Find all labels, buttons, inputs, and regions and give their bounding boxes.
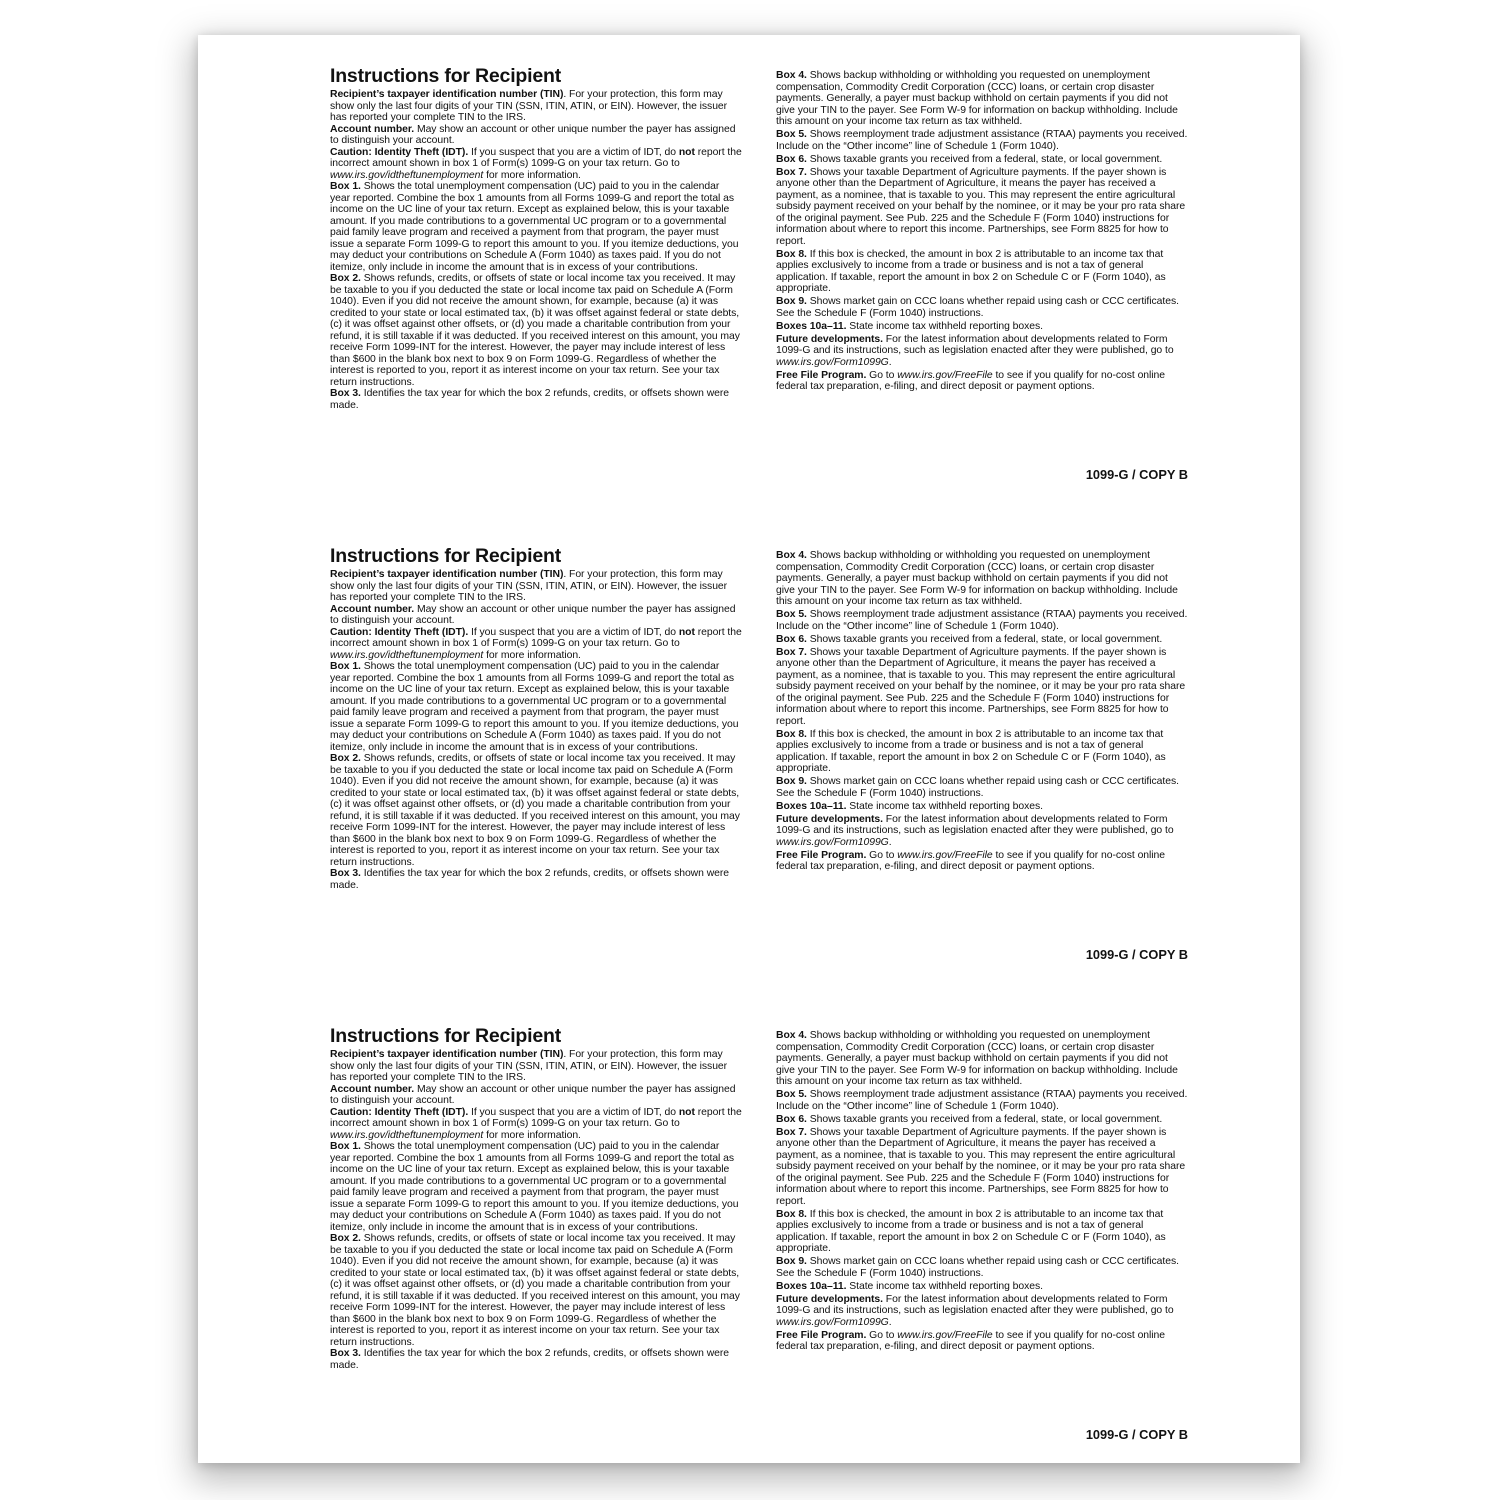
- instruction-paragraph: [776, 70, 1188, 128]
- paragraph-text: For the latest information about developments related to Form 1099-G and its instructions, such as legislation enacted after they were published, go to: [776, 333, 1174, 356]
- url-text: www.irs.gov/idtheftunemployment: [330, 169, 484, 181]
- paragraph-lead-in: Box 6.: [776, 633, 807, 645]
- paragraph-lead-in: Box 5.: [776, 1089, 807, 1100]
- instruction-paragraph: [330, 753, 742, 868]
- paragraph-lead-in: Recipient’s taxpayer identification number (TIN): [330, 569, 564, 580]
- paragraph-lead-in: Box 3.: [330, 388, 361, 399]
- paragraph-lead-in: Free File Program.: [776, 1329, 867, 1341]
- paragraph-lead-in: Recipient’s taxpayer identification number (TIN): [330, 1049, 564, 1060]
- paragraph-lead-in: Box 9.: [776, 1256, 807, 1267]
- paragraph-text: If you suspect that you are a victim of IDT, do: [468, 1106, 679, 1118]
- instruction-paragraph: [330, 388, 742, 411]
- paragraph-text: Identifies the tax year for which the box 2 refunds, credits, or offsets shown were made.: [330, 388, 730, 411]
- paragraph-lead-in: Future developments.: [776, 333, 883, 345]
- paragraph-text: May show an account or other unique number the payer has assigned to distinguish your account.: [330, 123, 736, 146]
- paragraph-text: Shows the total unemployment compensation (UC) paid to you in the calendar year reported. Combine the box 1 amounts from all Forms 1099-G and report the total as income on the UC line of your tax return. Except as explained below, this is your taxable amount. If you made contributions to a governmental UC program or to a governmental paid family leave program and received a payment from that program, the payer must issue a separate Form 1099-G to report this amount to you. If you itemize deductions, you may deduct your contributions on Schedule A (Form 1040) as taxes paid. If you do not itemize, only include in income the amount that is in excess of your contributions.: [330, 661, 739, 753]
- paragraph-lead-in: Box 7.: [776, 646, 807, 658]
- url-text: www.irs.gov/idtheftunemployment: [330, 649, 484, 661]
- url-text: www.irs.gov/idtheftunemployment: [330, 1129, 484, 1141]
- instruction-paragraph: [776, 370, 1188, 393]
- instruction-paragraph: [330, 1141, 742, 1233]
- paragraph-text: Shows your taxable Department of Agriculture payments. If the payer shown is anyone other than the Department of Agriculture, it means the payer has received a payment, as a nominee, that is taxable to you. This may represent the entire agricultural subsidy payment received on your behalf by the nominee, or it may be your pro rata share of the original payment. See Pub. 225 and the Schedule F (Form 1040) instructions for information about where to report this income. Partnerships, see Form 8825 for how to report.: [776, 1126, 1186, 1207]
- paragraph-text: Go to: [866, 849, 898, 861]
- paragraph-text: Shows market gain on CCC loans whether repaid using cash or CCC certificates. See the Schedule F (Form 1040) instructions.: [776, 296, 1179, 319]
- instruction-paragraph: [330, 1084, 742, 1107]
- paragraph-text: Shows the total unemployment compensation (UC) paid to you in the calendar year reported. Combine the box 1 amounts from all Forms 1099-G and report the total as income on the UC line of your tax return. Except as explained below, this is your taxable amount. If you made contributions to a governmental UC program or to a governmental paid family leave program and received a payment from that program, the payer must issue a separate Form 1099-G to report this amount to you. If you itemize deductions, you may deduct your contributions on Schedule A (Form 1040) as taxes paid. If you do not itemize, only include in income the amount that is in excess of your contributions.: [330, 181, 739, 273]
- paragraph-text: Shows market gain on CCC loans whether repaid using cash or CCC certificates. See the Schedule F (Form 1040) instructions.: [776, 776, 1179, 799]
- paragraph-lead-in: Box 6.: [776, 1113, 807, 1125]
- left-column-paragraphs: [330, 1049, 742, 1371]
- two-column-layout: [330, 546, 1188, 891]
- left-column: [330, 66, 742, 411]
- section-title: Instructions for Recipient: [330, 1025, 561, 1047]
- paragraph-lead-in: Caution: Identity Theft (IDT).: [330, 626, 469, 638]
- paragraph-lead-in: Box 5.: [776, 609, 807, 620]
- instruction-paragraph: [776, 334, 1188, 369]
- two-column-layout: [330, 1026, 1188, 1371]
- paragraph-lead-in: Box 3.: [330, 1348, 361, 1359]
- paragraph-text: . For your protection, this form may show only the last four digits of your TIN (SSN, ITIN, ATIN, or EIN). However, the issuer has reported your complete TIN to the IRS.: [330, 1049, 728, 1083]
- instruction-paragraph: [776, 1330, 1188, 1353]
- right-column-paragraphs: [776, 550, 1188, 873]
- instructions-section: [330, 546, 1188, 992]
- instruction-paragraph: [330, 868, 742, 891]
- paragraph-text: Shows your taxable Department of Agriculture payments. If the payer shown is anyone other than the Department of Agriculture, it means the payer has received a payment, as a nominee, that is taxable to you. This may represent the entire agricultural subsidy payment received on your behalf by the nominee, or it may be your pro rata share of the original payment. See Pub. 225 and the Schedule F (Form 1040) instructions for information about where to report this income. Partnerships, see Form 8825 for how to report.: [776, 646, 1186, 727]
- paragraph-text: report the incorrect amount shown in box 1 of Form(s) 1099-G on your tax return. Go to: [330, 626, 742, 649]
- paragraph-lead-in: Box 2.: [330, 1233, 361, 1244]
- paragraph-text: State income tax withheld reporting boxes.: [846, 800, 1043, 812]
- instruction-paragraph: [776, 729, 1188, 775]
- paragraph-lead-in: not: [678, 146, 695, 158]
- paragraph-text: May show an account or other unique number the payer has assigned to distinguish your account.: [330, 603, 736, 626]
- paragraph-text: Shows taxable grants you received from a federal, state, or local government.: [806, 153, 1163, 165]
- instruction-paragraph: [776, 850, 1188, 873]
- paragraph-lead-in: Box 2.: [330, 273, 361, 284]
- instructions-section: [330, 1026, 1188, 1472]
- url-text: www.irs.gov/Form1099G: [776, 836, 889, 848]
- instruction-paragraph: [330, 89, 742, 124]
- paragraph-lead-in: Box 7.: [776, 1126, 807, 1138]
- instruction-paragraph: [330, 661, 742, 753]
- paragraph-lead-in: Boxes 10a–11.: [776, 1280, 847, 1292]
- paragraph-lead-in: Boxes 10a–11.: [776, 320, 847, 332]
- paragraph-text: Identifies the tax year for which the box 2 refunds, credits, or offsets shown were made.: [330, 868, 730, 891]
- instruction-paragraph: [330, 1233, 742, 1348]
- instruction-paragraph: [330, 604, 742, 627]
- instruction-paragraph: [776, 1030, 1188, 1088]
- left-column-paragraphs: [330, 569, 742, 891]
- paragraph-lead-in: Box 3.: [330, 868, 361, 879]
- paragraph-lead-in: Box 9.: [776, 296, 807, 307]
- instruction-paragraph: [776, 1294, 1188, 1329]
- instruction-paragraph: [330, 627, 742, 662]
- instruction-paragraph: [776, 1127, 1188, 1208]
- paragraph-text: Shows reemployment trade adjustment assistance (RTAA) payments you received. Include on the “Other income” line of Schedule 1 (Form 1040).: [776, 1089, 1188, 1112]
- paragraph-text: to see if you qualify for no-cost online federal tax preparation, e-filing, and direct deposit or payment options.: [776, 1329, 1166, 1352]
- paragraph-lead-in: Box 7.: [776, 166, 807, 178]
- paragraph-text: report the incorrect amount shown in box 1 of Form(s) 1099-G on your tax return. Go to: [330, 146, 742, 169]
- paragraph-text: Shows backup withholding or withholding you requested on unemployment compensation, Commodity Credit Corporation (CCC) loans, or certain crop disaster payments. Generally, a payer must backup withhold on certain payments if you did not give your TIN to the payer. See Form W-9 for information on backup withholding. Include this amount on your income tax return as tax withheld.: [776, 70, 1178, 127]
- instruction-paragraph: [776, 647, 1188, 728]
- paragraph-lead-in: Box 8.: [776, 728, 807, 740]
- paragraph-text: Go to: [866, 1329, 898, 1341]
- paragraph-text: to see if you qualify for no-cost online federal tax preparation, e-filing, and direct deposit or payment options.: [776, 369, 1166, 392]
- instruction-paragraph: [330, 569, 742, 604]
- paragraph-lead-in: Box 9.: [776, 776, 807, 787]
- instruction-paragraph: [776, 154, 1188, 166]
- url-text: www.irs.gov/Form1099G: [776, 356, 889, 368]
- instruction-paragraph: [330, 124, 742, 147]
- paragraph-lead-in: Box 5.: [776, 129, 807, 140]
- instructions-section: [330, 66, 1188, 512]
- instruction-paragraph: [776, 1256, 1188, 1279]
- paragraph-lead-in: Box 2.: [330, 753, 361, 764]
- paragraph-text: For the latest information about developments related to Form 1099-G and its instructions, such as legislation enacted after they were published, go to: [776, 813, 1174, 836]
- instruction-paragraph: [776, 1209, 1188, 1255]
- form-page: [198, 35, 1300, 1463]
- paragraph-text: For the latest information about developments related to Form 1099-G and its instructions, such as legislation enacted after they were published, go to: [776, 1293, 1174, 1316]
- paragraph-text: .: [888, 1316, 892, 1328]
- paragraph-text: Go to: [866, 369, 898, 381]
- right-column: [776, 546, 1188, 891]
- instruction-paragraph: [776, 776, 1188, 799]
- paragraph-text: Shows reemployment trade adjustment assistance (RTAA) payments you received. Include on the “Other income” line of Schedule 1 (Form 1040).: [776, 129, 1188, 152]
- paragraph-text: Shows taxable grants you received from a federal, state, or local government.: [806, 1113, 1163, 1125]
- paragraph-text: to see if you qualify for no-cost online federal tax preparation, e-filing, and direct deposit or payment options.: [776, 849, 1166, 872]
- section-title: Instructions for Recipient: [330, 545, 561, 567]
- section-title: Instructions for Recipient: [330, 65, 561, 87]
- instruction-paragraph: [776, 814, 1188, 849]
- paragraph-lead-in: Account number.: [330, 123, 415, 135]
- instruction-paragraph: [776, 1114, 1188, 1126]
- paragraph-lead-in: not: [678, 1106, 695, 1118]
- paragraph-text: .: [888, 356, 892, 368]
- left-column-paragraphs: [330, 89, 742, 411]
- instruction-paragraph: [776, 321, 1188, 333]
- paragraph-lead-in: Free File Program.: [776, 849, 867, 861]
- url-text: www.irs.gov/Form1099G: [776, 1316, 889, 1328]
- form-copy-label: 1099-G / COPY B: [1085, 1427, 1188, 1442]
- instruction-paragraph: [330, 1107, 742, 1142]
- paragraph-lead-in: Box 1.: [330, 1141, 361, 1152]
- url-text: www.irs.gov/FreeFile: [897, 1329, 993, 1341]
- left-column: [330, 1026, 742, 1371]
- paragraph-lead-in: Box 4.: [776, 1030, 807, 1041]
- paragraph-text: If you suspect that you are a victim of IDT, do: [468, 626, 679, 638]
- paragraph-lead-in: Future developments.: [776, 1293, 883, 1305]
- paragraph-lead-in: Recipient’s taxpayer identification number (TIN): [330, 89, 564, 100]
- paragraph-text: Shows refunds, credits, or offsets of state or local income tax you received. It may be taxable to you if you deducted the state or local income tax paid on Schedule A (Form 1040). Even if you did not receive the amount shown, for example, because (a) it was credited to your state or local estimated tax, (b) it was offset against federal or state debts, (c) it was offset against other offsets, or (d) you made a charitable contribution from your refund, it is still taxable if it was deducted. If you received interest on this amount, you may receive Form 1099-INT for the interest. However, the payer may include interest of less than $600 in the blank box next to box 9 on Form 1099-G. Regardless of whether the interest is reported to you, report it as interest income on your tax return. See your tax return instructions.: [330, 273, 740, 388]
- right-column: [776, 66, 1188, 411]
- right-column-paragraphs: [776, 1030, 1188, 1353]
- instruction-paragraph: [330, 1348, 742, 1371]
- paragraph-text: If this box is checked, the amount in box 2 is attributable to an income tax that applies exclusively to income from a trade or business and is not a tax of general application. If taxable, report the amount in box 2 on Schedule C or F (Form 1040), as appropriate.: [776, 1208, 1166, 1254]
- paragraph-text: for more information.: [483, 1129, 581, 1141]
- paragraph-text: . For your protection, this form may show only the last four digits of your TIN (SSN, ITIN, ATIN, or EIN). However, the issuer has reported your complete TIN to the IRS.: [330, 569, 728, 603]
- paragraph-text: for more information.: [483, 169, 581, 181]
- url-text: www.irs.gov/FreeFile: [897, 369, 993, 381]
- paragraph-text: State income tax withheld reporting boxes.: [846, 320, 1043, 332]
- paragraph-text: May show an account or other unique number the payer has assigned to distinguish your account.: [330, 1083, 736, 1106]
- paragraph-text: Shows market gain on CCC loans whether repaid using cash or CCC certificates. See the Schedule F (Form 1040) instructions.: [776, 1256, 1179, 1279]
- paragraph-text: If this box is checked, the amount in box 2 is attributable to an income tax that applies exclusively to income from a trade or business and is not a tax of general application. If taxable, report the amount in box 2 on Schedule C or F (Form 1040), as appropriate.: [776, 728, 1166, 774]
- paragraph-lead-in: Box 4.: [776, 550, 807, 561]
- instruction-paragraph: [330, 273, 742, 388]
- paragraph-text: Shows refunds, credits, or offsets of state or local income tax you received. It may be taxable to you if you deducted the state or local income tax paid on Schedule A (Form 1040). Even if you did not receive the amount shown, for example, because (a) it was credited to your state or local estimated tax, (b) it was offset against federal or state debts, (c) it was offset against other offsets, or (d) you made a charitable contribution from your refund, it is still taxable if it was deducted. If you received interest on this amount, you may receive Form 1099-INT for the interest. However, the payer may include interest of less than $600 in the blank box next to box 9 on Form 1099-G. Regardless of whether the interest is reported to you, report it as interest income on your tax return. See your tax return instructions.: [330, 753, 740, 868]
- instruction-paragraph: [776, 609, 1188, 632]
- paragraph-lead-in: Account number.: [330, 603, 415, 615]
- paragraph-lead-in: Box 4.: [776, 70, 807, 81]
- left-column: [330, 546, 742, 891]
- paragraph-lead-in: Free File Program.: [776, 369, 867, 381]
- paragraph-lead-in: Box 8.: [776, 248, 807, 260]
- paragraph-lead-in: not: [678, 626, 695, 638]
- paragraph-lead-in: Box 1.: [330, 661, 361, 672]
- instruction-paragraph: [776, 249, 1188, 295]
- paragraph-text: for more information.: [483, 649, 581, 661]
- paragraph-lead-in: Boxes 10a–11.: [776, 800, 847, 812]
- paragraph-text: . For your protection, this form may show only the last four digits of your TIN (SSN, ITIN, ATIN, or EIN). However, the issuer has reported your complete TIN to the IRS.: [330, 89, 728, 123]
- paragraph-lead-in: Box 1.: [330, 181, 361, 192]
- instruction-paragraph: [330, 147, 742, 182]
- url-text: www.irs.gov/FreeFile: [897, 849, 993, 861]
- instruction-paragraph: [776, 634, 1188, 646]
- right-column: [776, 1026, 1188, 1371]
- paragraph-text: Shows the total unemployment compensation (UC) paid to you in the calendar year reported. Combine the box 1 amounts from all Forms 1099-G and report the total as income on the UC line of your tax return. Except as explained below, this is your taxable amount. If you made contributions to a governmental UC program or to a governmental paid family leave program and received a payment from that program, the payer must issue a separate Form 1099-G to report this amount to you. If you itemize deductions, you may deduct your contributions on Schedule A (Form 1040) as taxes paid. If you do not itemize, only include in income the amount that is in excess of your contributions.: [330, 1141, 739, 1233]
- paragraph-text: report the incorrect amount shown in box 1 of Form(s) 1099-G on your tax return. Go to: [330, 1106, 742, 1129]
- form-copy-label: 1099-G / COPY B: [1085, 947, 1188, 962]
- form-copy-label: 1099-G / COPY B: [1085, 467, 1188, 482]
- instruction-paragraph: [330, 1049, 742, 1084]
- paragraph-text: State income tax withheld reporting boxes.: [846, 1280, 1043, 1292]
- instruction-paragraph: [776, 296, 1188, 319]
- paragraph-text: Shows reemployment trade adjustment assistance (RTAA) payments you received. Include on the “Other income” line of Schedule 1 (Form 1040).: [776, 609, 1188, 632]
- instruction-paragraph: [776, 1089, 1188, 1112]
- instruction-paragraph: [330, 181, 742, 273]
- paragraph-lead-in: Future developments.: [776, 813, 883, 825]
- instruction-paragraph: [776, 801, 1188, 813]
- instruction-paragraph: [776, 129, 1188, 152]
- instruction-paragraph: [776, 550, 1188, 608]
- paragraph-text: Shows backup withholding or withholding you requested on unemployment compensation, Commodity Credit Corporation (CCC) loans, or certain crop disaster payments. Generally, a payer must backup withhold on certain payments if you did not give your TIN to the payer. See Form W-9 for information on backup withholding. Include this amount on your income tax return as tax withheld.: [776, 1030, 1178, 1087]
- two-column-layout: [330, 66, 1188, 411]
- paragraph-text: Shows your taxable Department of Agriculture payments. If the payer shown is anyone other than the Department of Agriculture, it means the payer has received a payment, as a nominee, that is taxable to you. This may represent the entire agricultural subsidy payment received on your behalf by the nominee, or it may be your pro rata share of the original payment. See Pub. 225 and the Schedule F (Form 1040) instructions for information about where to report this income. Partnerships, see Form 8825 for how to report.: [776, 166, 1186, 247]
- paragraph-text: If you suspect that you are a victim of IDT, do: [468, 146, 679, 158]
- paragraph-text: Shows backup withholding or withholding you requested on unemployment compensation, Commodity Credit Corporation (CCC) loans, or certain crop disaster payments. Generally, a payer must backup withhold on certain payments if you did not give your TIN to the payer. See Form W-9 for information on backup withholding. Include this amount on your income tax return as tax withheld.: [776, 550, 1178, 607]
- paragraph-text: Shows refunds, credits, or offsets of state or local income tax you received. It may be taxable to you if you deducted the state or local income tax paid on Schedule A (Form 1040). Even if you did not receive the amount shown, for example, because (a) it was credited to your state or local estimated tax, (b) it was offset against federal or state debts, (c) it was offset against other offsets, or (d) you made a charitable contribution from your refund, it is still taxable if it was deducted. If you received interest on this amount, you may receive Form 1099-INT for the interest. However, the payer may include interest of less than $600 in the blank box next to box 9 on Form 1099-G. Regardless of whether the interest is reported to you, report it as interest income on your tax return. See your tax return instructions.: [330, 1233, 740, 1348]
- paragraph-text: Identifies the tax year for which the box 2 refunds, credits, or offsets shown were made.: [330, 1348, 730, 1371]
- paragraph-lead-in: Caution: Identity Theft (IDT).: [330, 1106, 469, 1118]
- right-column-paragraphs: [776, 70, 1188, 393]
- paragraph-lead-in: Caution: Identity Theft (IDT).: [330, 146, 469, 158]
- paragraph-text: Shows taxable grants you received from a federal, state, or local government.: [806, 633, 1163, 645]
- paragraph-lead-in: Box 6.: [776, 153, 807, 165]
- paragraph-text: If this box is checked, the amount in box 2 is attributable to an income tax that applies exclusively to income from a trade or business and is not a tax of general application. If taxable, report the amount in box 2 on Schedule C or F (Form 1040), as appropriate.: [776, 248, 1166, 294]
- instruction-paragraph: [776, 167, 1188, 248]
- paragraph-text: .: [888, 836, 892, 848]
- instruction-paragraph: [776, 1281, 1188, 1293]
- paragraph-lead-in: Account number.: [330, 1083, 415, 1095]
- paragraph-lead-in: Box 8.: [776, 1208, 807, 1220]
